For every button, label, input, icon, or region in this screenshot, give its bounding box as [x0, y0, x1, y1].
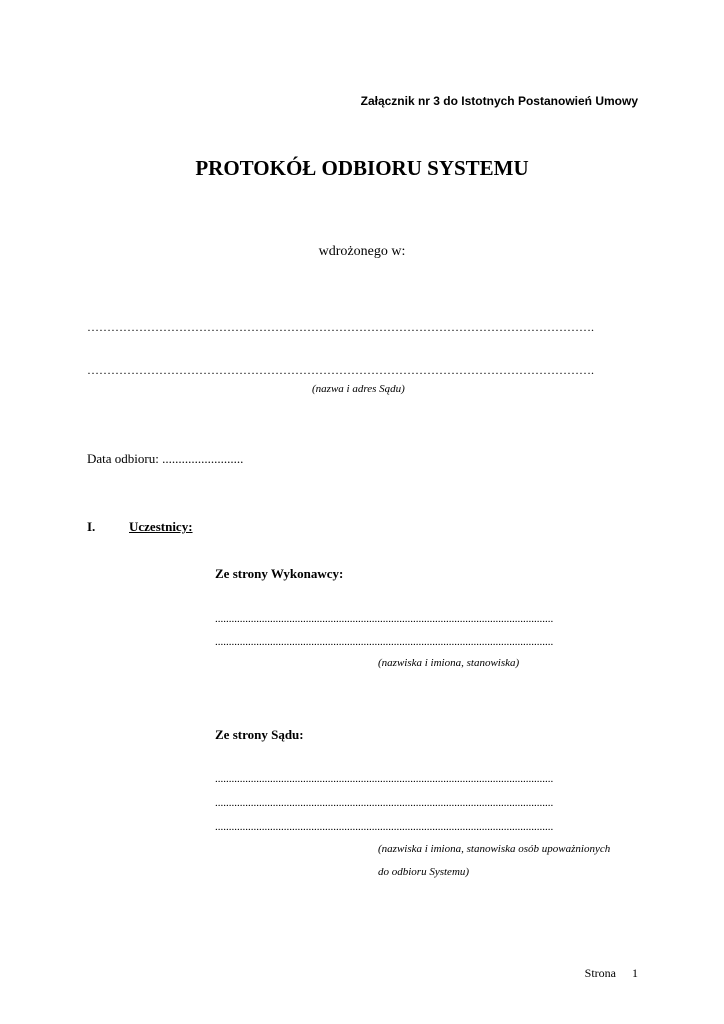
court-party-line-2: ...........................................................................................................................	[215, 797, 554, 809]
document-title: PROTOKÓŁ ODBIORU SYSTEMU	[195, 156, 529, 180]
court-party-caption-1: (nazwiska i imiona, stanowiska osób upoważnionych	[378, 843, 611, 855]
court-name-line-2: ……………………………………………………………………………………………………………….	[87, 363, 594, 377]
court-party-line-3: ...........................................................................................................................	[215, 821, 554, 833]
page-number: 1	[632, 966, 638, 980]
annex-reference: Załącznik nr 3 do Istotnych Postanowień Umowy	[360, 94, 638, 108]
page-footer	[585, 966, 638, 981]
contractor-heading: Ze strony Wykonawcy:	[215, 566, 344, 581]
court-party-line-1: ...........................................................................................................................	[215, 773, 554, 785]
contractor-line-1: ...........................................................................................................................	[215, 613, 554, 625]
court-party-caption-2: do odbioru Systemu)	[378, 866, 470, 878]
document-subtitle: wdrożonego w:	[318, 244, 406, 259]
contractor-caption: (nazwiska i imiona, stanowiska)	[378, 657, 520, 669]
court-name-line-1: ……………………………………………………………………………………………………………….	[87, 320, 594, 334]
section-number: I.	[87, 519, 96, 534]
acceptance-date: Data odbioru: .........................	[87, 451, 244, 466]
contractor-line-2: ...........................................................................................................................	[215, 636, 554, 648]
court-caption: (nazwa i adres Sądu)	[312, 383, 405, 395]
page-label: Strona	[584, 966, 616, 980]
section-title: Uczestnicy:	[129, 519, 193, 534]
court-party-heading: Ze strony Sądu:	[215, 727, 304, 742]
